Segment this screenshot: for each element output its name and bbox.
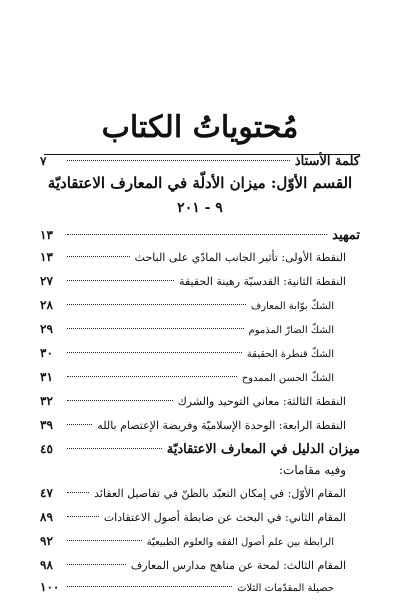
toc-entry[interactable] [40, 224, 360, 246]
toc-entry-page: ٤٧ [40, 486, 53, 500]
dot-leader [67, 304, 246, 305]
toc-entry-page: ٣٠ [40, 346, 53, 360]
toc-entry-page: ٣٩ [40, 418, 53, 432]
toc-entry-label: الشكّ قنطرة الحقيقة [246, 349, 334, 360]
toc-entry-page: ٨٩ [40, 510, 53, 524]
section-page-range: ٩ - ٢٠١ [177, 200, 223, 216]
toc-entry[interactable] [40, 390, 360, 412]
toc-entry-label: ميزان الدليل في المعارف الاعتقاديّة [166, 442, 360, 457]
dot-leader [67, 280, 174, 281]
toc-entry-page: ٢٧ [40, 274, 53, 288]
dot-leader [67, 586, 232, 587]
toc-entry[interactable] [40, 576, 360, 598]
dot-leader [67, 448, 162, 449]
toc-entry[interactable] [40, 366, 360, 388]
toc-entry-label: الرابطة بين علم أصول الفقه والعلوم الطبيعيّة [146, 537, 334, 548]
toc-entry-label: النقطة الرابعة: الوحدة الإسلاميّة وفريضة الإعتصام بالله [97, 419, 346, 432]
toc-entry-page: ٤٥ [40, 442, 53, 456]
dot-leader [67, 160, 290, 161]
intro-line: وفيه مقامات: [279, 463, 346, 477]
toc-entry[interactable] [40, 246, 360, 268]
toc-entry-page: ٢٩ [40, 322, 53, 336]
toc-entry[interactable] [40, 150, 360, 172]
section-heading: القسم الأوّل: ميزان الأدلّة في المعارف الاعتقاديّة [47, 174, 353, 192]
toc-entry-page: ٧ [40, 154, 47, 168]
toc-entry[interactable] [40, 342, 360, 364]
dot-leader [67, 516, 99, 517]
toc-entry-label: المقام الثاني: في البحث عن ضابطة أصول الاعتقادات [103, 511, 346, 524]
toc-entry-label: حصيلة المقدّمات الثلاث [237, 583, 334, 594]
toc-entry-label: النقطة الثالثة: معاني التوحيد والشرك [177, 395, 346, 408]
toc-entry-page: ٩٢ [40, 534, 53, 548]
toc-entry-label: المقام الأوّل: في إمكان التعبّد بالظنّ في تفاصيل العقائد [94, 487, 346, 500]
toc-entry[interactable] [40, 530, 360, 552]
toc-entry-page: ٣١ [40, 370, 53, 384]
dot-leader [67, 400, 173, 401]
toc-entry[interactable] [40, 438, 360, 460]
toc-entry-page: ١٠٠ [40, 580, 60, 594]
toc-entry-label: الشكّ الحسن الممدوح [241, 373, 334, 384]
toc-entry-label: الشكّ بوّابة المعارف [250, 301, 334, 312]
toc-entry-page: ١٣ [40, 250, 53, 264]
dot-leader [67, 256, 130, 257]
toc-entry-label: النقطة الثانية: القدسيّة رهينة الحقيقة [179, 275, 346, 288]
toc-entry-page: ٩٨ [40, 558, 53, 572]
page-title: مُحتوياتُ الكتاب [101, 110, 299, 145]
dot-leader [67, 492, 89, 493]
toc-entry-label: النقطة الأولى: تأثير الجانب المادّي على الباحث [134, 251, 346, 264]
toc-entry-label: كلمة الأستاذ [294, 154, 360, 169]
dot-leader [67, 424, 92, 425]
dot-leader [67, 540, 142, 541]
toc-entry-page: ٢٨ [40, 298, 53, 312]
toc-entry[interactable] [40, 506, 360, 528]
toc-entry-page: ٣٢ [40, 394, 53, 408]
toc-entry[interactable] [40, 294, 360, 316]
toc-entry[interactable] [40, 270, 360, 292]
dot-leader [67, 376, 237, 377]
toc-entry[interactable] [40, 482, 360, 504]
toc-entry-label: تمهيد [332, 228, 360, 243]
toc-entry[interactable] [40, 414, 360, 436]
dot-leader [67, 328, 244, 329]
toc-entry[interactable] [40, 318, 360, 340]
dot-leader [67, 234, 327, 235]
toc-entry[interactable] [40, 554, 360, 576]
toc-entry-label: الشكّ الضارّ المذموم [248, 325, 334, 336]
toc-entry-page: ١٣ [40, 228, 53, 242]
dot-leader [67, 352, 242, 353]
toc-entry-label: المقام الثالث: لمحة عن مناهج مدارس المعارف [130, 559, 346, 572]
dot-leader [67, 564, 126, 565]
